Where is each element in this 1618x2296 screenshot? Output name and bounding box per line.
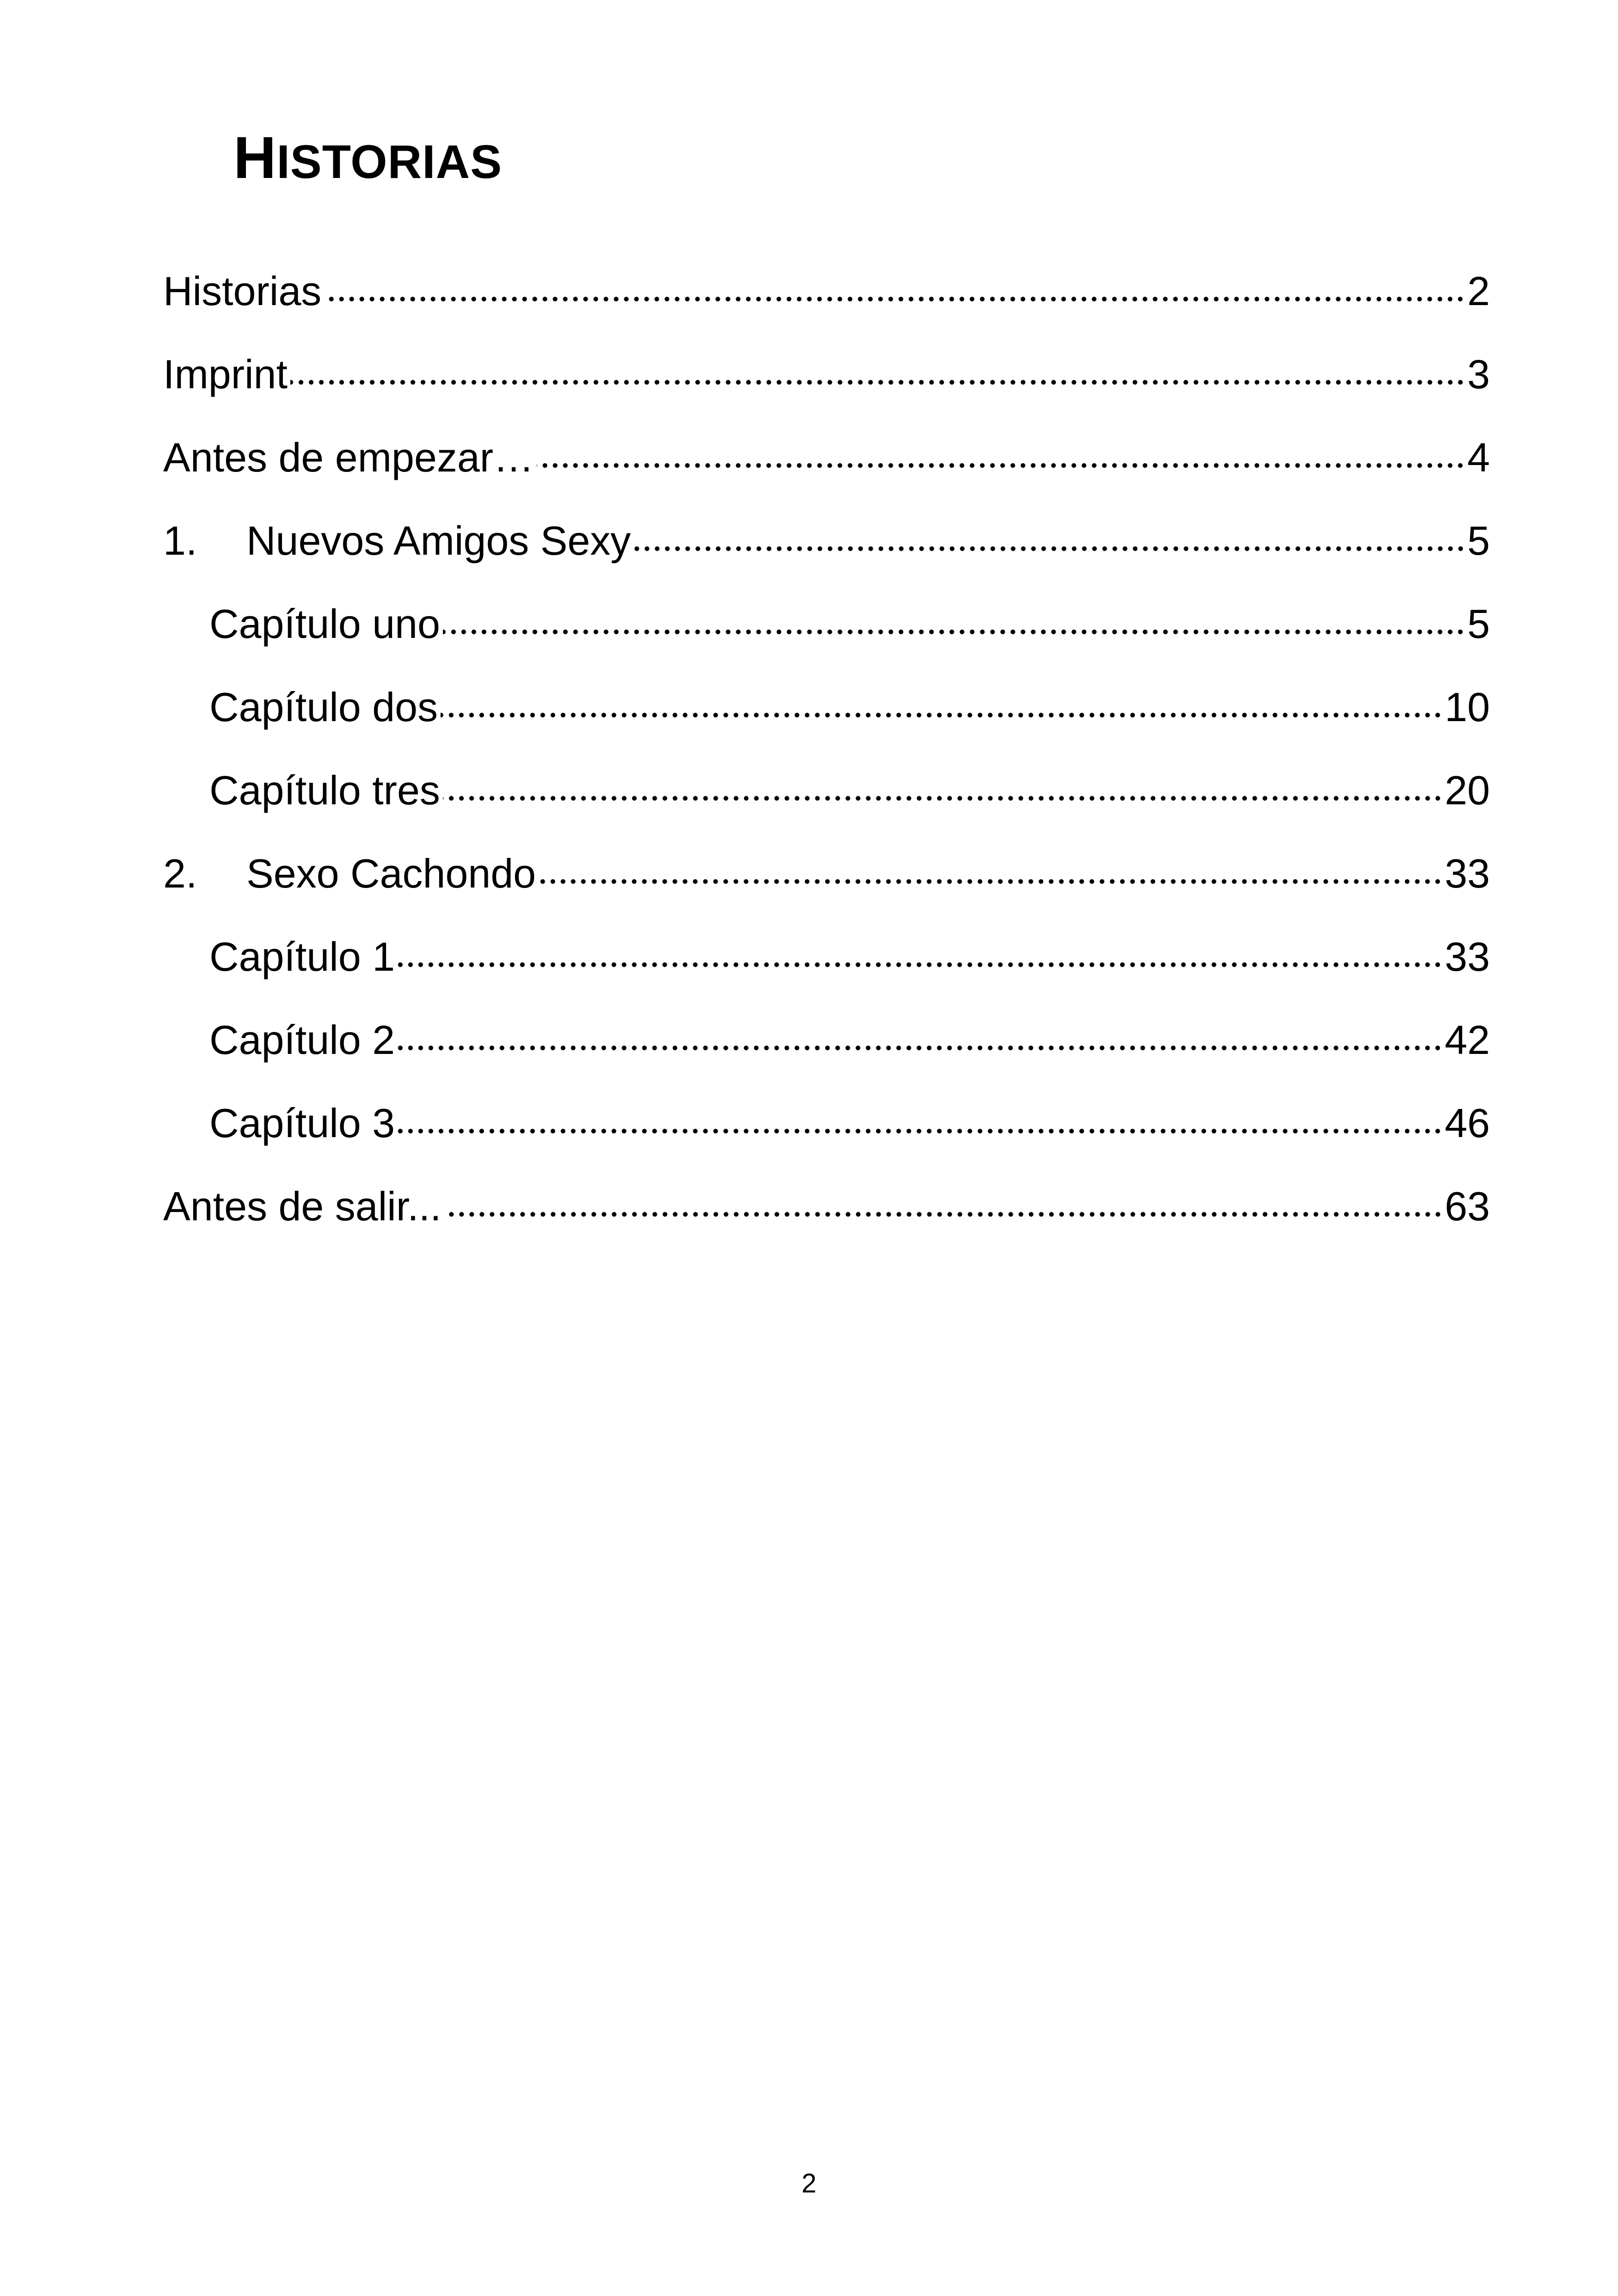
toc-entry-capitulo-2[interactable] [163, 998, 1490, 1082]
toc-dot-leader [539, 877, 1443, 886]
toc-entry-label: Capítulo 1 [209, 934, 395, 980]
toc-dot-leader [398, 1043, 1443, 1053]
toc-entry-page: 5 [1467, 518, 1490, 563]
toc-entry-label: Capítulo uno [209, 601, 441, 647]
toc-dot-leader [634, 544, 1466, 553]
toc-dot-leader [290, 378, 1465, 387]
toc-entry-capitulo-tres[interactable] [163, 749, 1490, 832]
toc-entry-capitulo-uno[interactable] [163, 582, 1490, 666]
toc-entry-historias[interactable] [163, 250, 1490, 333]
toc-dot-leader [324, 294, 1465, 304]
toc-entry-number: 2. [163, 851, 197, 896]
toc-entry-page: 3 [1467, 351, 1490, 397]
toc-entry-antes-de-empezar[interactable] [163, 416, 1490, 499]
toc-entry-label: Sexo Cachondo [246, 851, 536, 896]
toc-entry-page: 5 [1467, 601, 1490, 647]
footer-page-number: 2 [801, 2168, 817, 2198]
toc-dot-leader [398, 1127, 1443, 1136]
toc-entry-label: Capítulo 3 [209, 1100, 395, 1146]
page-title-rest: ISTORIAS [276, 135, 503, 188]
toc-entry-label: Antes de empezar… [163, 435, 534, 480]
toc-entry-page: 46 [1445, 1100, 1490, 1146]
toc-entry-page: 63 [1445, 1183, 1490, 1229]
toc-dot-leader [443, 794, 1443, 803]
toc-entry-number: 1. [163, 518, 197, 563]
toc-entry-label: Imprint [163, 351, 288, 397]
toc-dot-leader [443, 627, 1465, 637]
toc-entry-label: Nuevos Amigos Sexy [246, 518, 631, 563]
toc-entry-page: 4 [1467, 435, 1490, 480]
toc-dot-leader [441, 710, 1443, 720]
toc-entry-nuevos-amigos-sexy[interactable] [163, 499, 1490, 582]
toc-entry-imprint[interactable] [163, 333, 1490, 416]
toc-entry-label: Capítulo tres [209, 767, 440, 813]
toc-entry-page: 42 [1445, 1017, 1490, 1063]
toc-entry-label: Antes de salir... [163, 1183, 441, 1229]
toc-entry-page: 20 [1445, 767, 1490, 813]
toc-entry-capitulo-dos[interactable] [163, 666, 1490, 749]
toc-dot-leader [444, 1210, 1443, 1219]
toc-dot-leader [537, 461, 1465, 470]
toc-entry-label: Historias [163, 268, 322, 314]
page-title-initial: H [233, 125, 277, 191]
page-title [233, 121, 502, 199]
toc-entry-label: Capítulo 2 [209, 1017, 395, 1063]
toc-dot-leader [398, 960, 1443, 969]
toc-entry-capitulo-3[interactable] [163, 1082, 1490, 1165]
toc-entry-page: 33 [1445, 934, 1490, 980]
toc-entry-page: 2 [1467, 268, 1490, 314]
toc-entry-label: Capítulo dos [209, 684, 438, 730]
table-of-contents [163, 250, 1490, 1248]
toc-entry-sexo-cachondo[interactable] [163, 832, 1490, 915]
toc-entry-capitulo-1[interactable] [163, 915, 1490, 998]
toc-entry-page: 10 [1445, 684, 1490, 730]
toc-entry-page: 33 [1445, 851, 1490, 896]
toc-entry-antes-de-salir[interactable] [163, 1165, 1490, 1248]
